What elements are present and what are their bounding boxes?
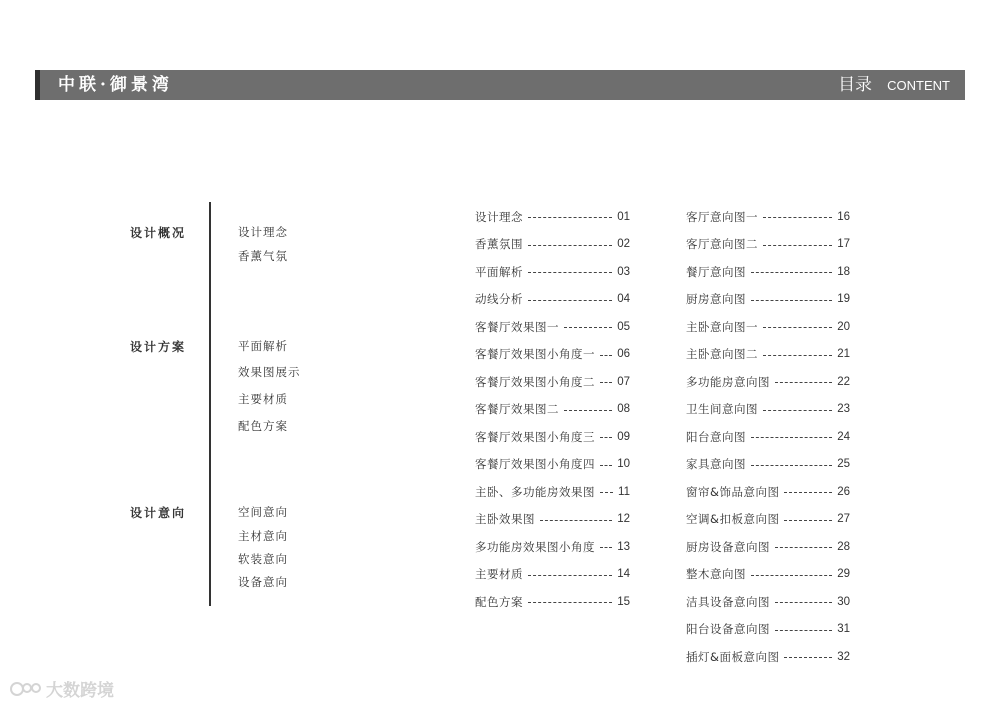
toc-entry-page: 21 (837, 348, 850, 361)
section-title-overview: 设计概况 (130, 226, 187, 240)
toc-entry-label: 阳台设备意向图 (686, 622, 770, 637)
toc-dash-leader (751, 272, 832, 273)
outline-item: 主要材质 (238, 392, 288, 406)
header-bar (35, 70, 965, 100)
outline-item: 主材意向 (238, 529, 288, 543)
toc-dash-leader (763, 410, 832, 411)
toc-entry-label: 插灯&面板意向图 (686, 649, 780, 664)
contents-heading-cn: 目录 (838, 75, 873, 95)
toc-entry-page: 15 (617, 595, 630, 608)
toc-entry-label: 多功能房效果图小角度 (475, 539, 595, 554)
toc-dash-leader (775, 630, 832, 631)
toc-entry (475, 231, 630, 259)
contents-heading-en: CONTENT (887, 78, 950, 93)
toc-dash-leader (751, 437, 832, 438)
toc-entry-page: 02 (617, 238, 630, 251)
toc-dash-leader (775, 547, 832, 548)
toc-entry-page: 17 (837, 238, 850, 251)
toc-entry-label: 客餐厅效果图小角度二 (475, 374, 595, 389)
toc-dash-leader (751, 465, 832, 466)
toc-entry-label: 空调&扣板意向图 (686, 512, 780, 527)
toc-entry-page: 14 (617, 568, 630, 581)
toc-entry-page: 06 (617, 348, 630, 361)
toc-entry-page: 07 (617, 375, 630, 388)
toc-entry-page: 09 (617, 430, 630, 443)
toc-entry-label: 配色方案 (475, 594, 523, 609)
toc-dash-leader (600, 465, 612, 466)
toc-entry (475, 506, 630, 534)
toc-entry-label: 香薰氛围 (475, 237, 523, 252)
toc-dash-leader (775, 602, 832, 603)
toc-dash-leader (775, 382, 832, 383)
toc-entry (475, 423, 630, 451)
header-accent (35, 70, 40, 100)
outline-item: 配色方案 (238, 419, 288, 433)
toc-entry (475, 478, 630, 506)
toc-entry-label: 客餐厅效果图小角度四 (475, 457, 595, 472)
toc-dash-leader (600, 355, 612, 356)
toc-entry-page: 01 (617, 210, 630, 223)
toc-entry (686, 368, 850, 396)
toc-entry-page: 20 (837, 320, 850, 333)
toc-entry-page: 03 (617, 265, 630, 278)
toc-entry-label: 客厅意向图一 (686, 209, 758, 224)
project-title: 中联·御景湾 (58, 75, 173, 95)
toc-entry-page: 26 (837, 485, 850, 498)
toc-dash-leader (600, 547, 612, 548)
toc-entry-label: 设计理念 (475, 209, 523, 224)
toc-entry-page: 11 (618, 485, 630, 498)
toc-dash-leader (528, 245, 612, 246)
outline-item: 软装意向 (238, 552, 288, 566)
toc-entry-label: 客厅意向图二 (686, 237, 758, 252)
toc-entry-label: 主卧效果图 (475, 512, 535, 527)
toc-entry-label: 动线分析 (475, 292, 523, 307)
toc-entry (686, 451, 850, 479)
toc-entry (686, 643, 850, 671)
toc-entry-label: 整木意向图 (686, 567, 746, 582)
toc-entry (686, 478, 850, 506)
toc-dash-leader (600, 437, 612, 438)
outline-divider (209, 202, 211, 606)
toc-entry-page: 22 (837, 375, 850, 388)
toc-dash-leader (528, 575, 612, 576)
toc-entry-label: 平面解析 (475, 264, 523, 279)
toc-entry (475, 451, 630, 479)
toc-entry-page: 27 (837, 513, 850, 526)
toc-entry-page: 05 (617, 320, 630, 333)
toc-entry (475, 341, 630, 369)
toc-dash-leader (600, 382, 612, 383)
toc-entry-page: 31 (837, 623, 850, 636)
toc-entry-label: 厨房设备意向图 (686, 539, 770, 554)
toc-entry-label: 餐厅意向图 (686, 264, 746, 279)
toc-entry (686, 313, 850, 341)
toc-entry (475, 203, 630, 231)
toc-entry-label: 多功能房意向图 (686, 374, 770, 389)
toc-dash-leader (784, 492, 832, 493)
toc-entry (475, 286, 630, 314)
toc-dash-leader (763, 245, 832, 246)
toc-entry-label: 客餐厅效果图小角度三 (475, 429, 595, 444)
toc-entry (686, 396, 850, 424)
toc-entry-page: 18 (837, 265, 850, 278)
toc-entry-label: 客餐厅效果图二 (475, 402, 559, 417)
toc-entry-page: 30 (837, 595, 850, 608)
section-title-intent: 设计意向 (130, 506, 187, 520)
toc-entry (686, 258, 850, 286)
toc-dash-leader (528, 217, 612, 218)
toc-entry-label: 主卧意向图一 (686, 319, 758, 334)
toc-entry (686, 561, 850, 589)
toc-dash-leader (540, 520, 612, 521)
toc-entry (475, 533, 630, 561)
toc-column-1 (475, 203, 630, 616)
outline-item: 平面解析 (238, 339, 288, 353)
toc-dash-leader (784, 657, 832, 658)
toc-entry (686, 423, 850, 451)
toc-dash-leader (751, 575, 832, 576)
section-title-scheme: 设计方案 (130, 340, 187, 354)
toc-dash-leader (528, 300, 612, 301)
toc-entry-page: 25 (837, 458, 850, 471)
toc-entry (475, 313, 630, 341)
toc-entry-label: 阳台意向图 (686, 429, 746, 444)
toc-entry-page: 13 (617, 540, 630, 553)
toc-entry (686, 203, 850, 231)
toc-entry-page: 29 (837, 568, 850, 581)
toc-entry-page: 12 (617, 513, 630, 526)
toc-entry (475, 396, 630, 424)
outline-item: 空间意向 (238, 505, 288, 519)
toc-entry-page: 32 (837, 650, 850, 663)
toc-entry-page: 24 (837, 430, 850, 443)
outline-item: 香薰气氛 (238, 249, 288, 263)
toc-entry (686, 341, 850, 369)
toc-entry-page: 16 (837, 210, 850, 223)
watermark-text: 大数跨境 (46, 681, 114, 701)
toc-entry-page: 23 (837, 403, 850, 416)
toc-entry-label: 主要材质 (475, 567, 523, 582)
toc-entry-label: 主卧、多功能房效果图 (475, 484, 595, 499)
toc-entry-page: 28 (837, 540, 850, 553)
watermark-logo-icon (10, 679, 42, 699)
toc-entry-page: 19 (837, 293, 850, 306)
toc-entry (686, 231, 850, 259)
toc-entry (475, 588, 630, 616)
toc-dash-leader (564, 410, 612, 411)
toc-dash-leader (784, 520, 832, 521)
toc-dash-leader (763, 327, 832, 328)
toc-dash-leader (763, 217, 832, 218)
toc-dash-leader (528, 602, 612, 603)
toc-entry (686, 286, 850, 314)
toc-entry-label: 卫生间意向图 (686, 402, 758, 417)
toc-entry (686, 588, 850, 616)
toc-entry (475, 368, 630, 396)
toc-entry-page: 10 (617, 458, 630, 471)
outline-item: 设备意向 (238, 575, 288, 589)
toc-entry (686, 533, 850, 561)
contents-heading (838, 74, 950, 97)
toc-entry-page: 08 (617, 403, 630, 416)
toc-entry (475, 258, 630, 286)
toc-dash-leader (751, 300, 832, 301)
toc-entry (686, 616, 850, 644)
toc-entry-label: 客餐厅效果图小角度一 (475, 347, 595, 362)
toc-entry-label: 客餐厅效果图一 (475, 319, 559, 334)
toc-entry-label: 厨房意向图 (686, 292, 746, 307)
toc-entry-label: 家具意向图 (686, 457, 746, 472)
toc-entry-label: 洁具设备意向图 (686, 594, 770, 609)
toc-entry (475, 561, 630, 589)
toc-dash-leader (564, 327, 612, 328)
toc-dash-leader (528, 272, 612, 273)
toc-dash-leader (600, 492, 613, 493)
toc-entry-label: 主卧意向图二 (686, 347, 758, 362)
toc-column-2 (686, 203, 850, 671)
toc-dash-leader (763, 355, 832, 356)
toc-entry (686, 506, 850, 534)
watermark (10, 676, 114, 701)
outline-item: 效果图展示 (238, 365, 301, 379)
toc-entry-label: 窗帘&饰品意向图 (686, 484, 780, 499)
outline-item: 设计理念 (238, 225, 288, 239)
toc-entry-page: 04 (617, 293, 630, 306)
